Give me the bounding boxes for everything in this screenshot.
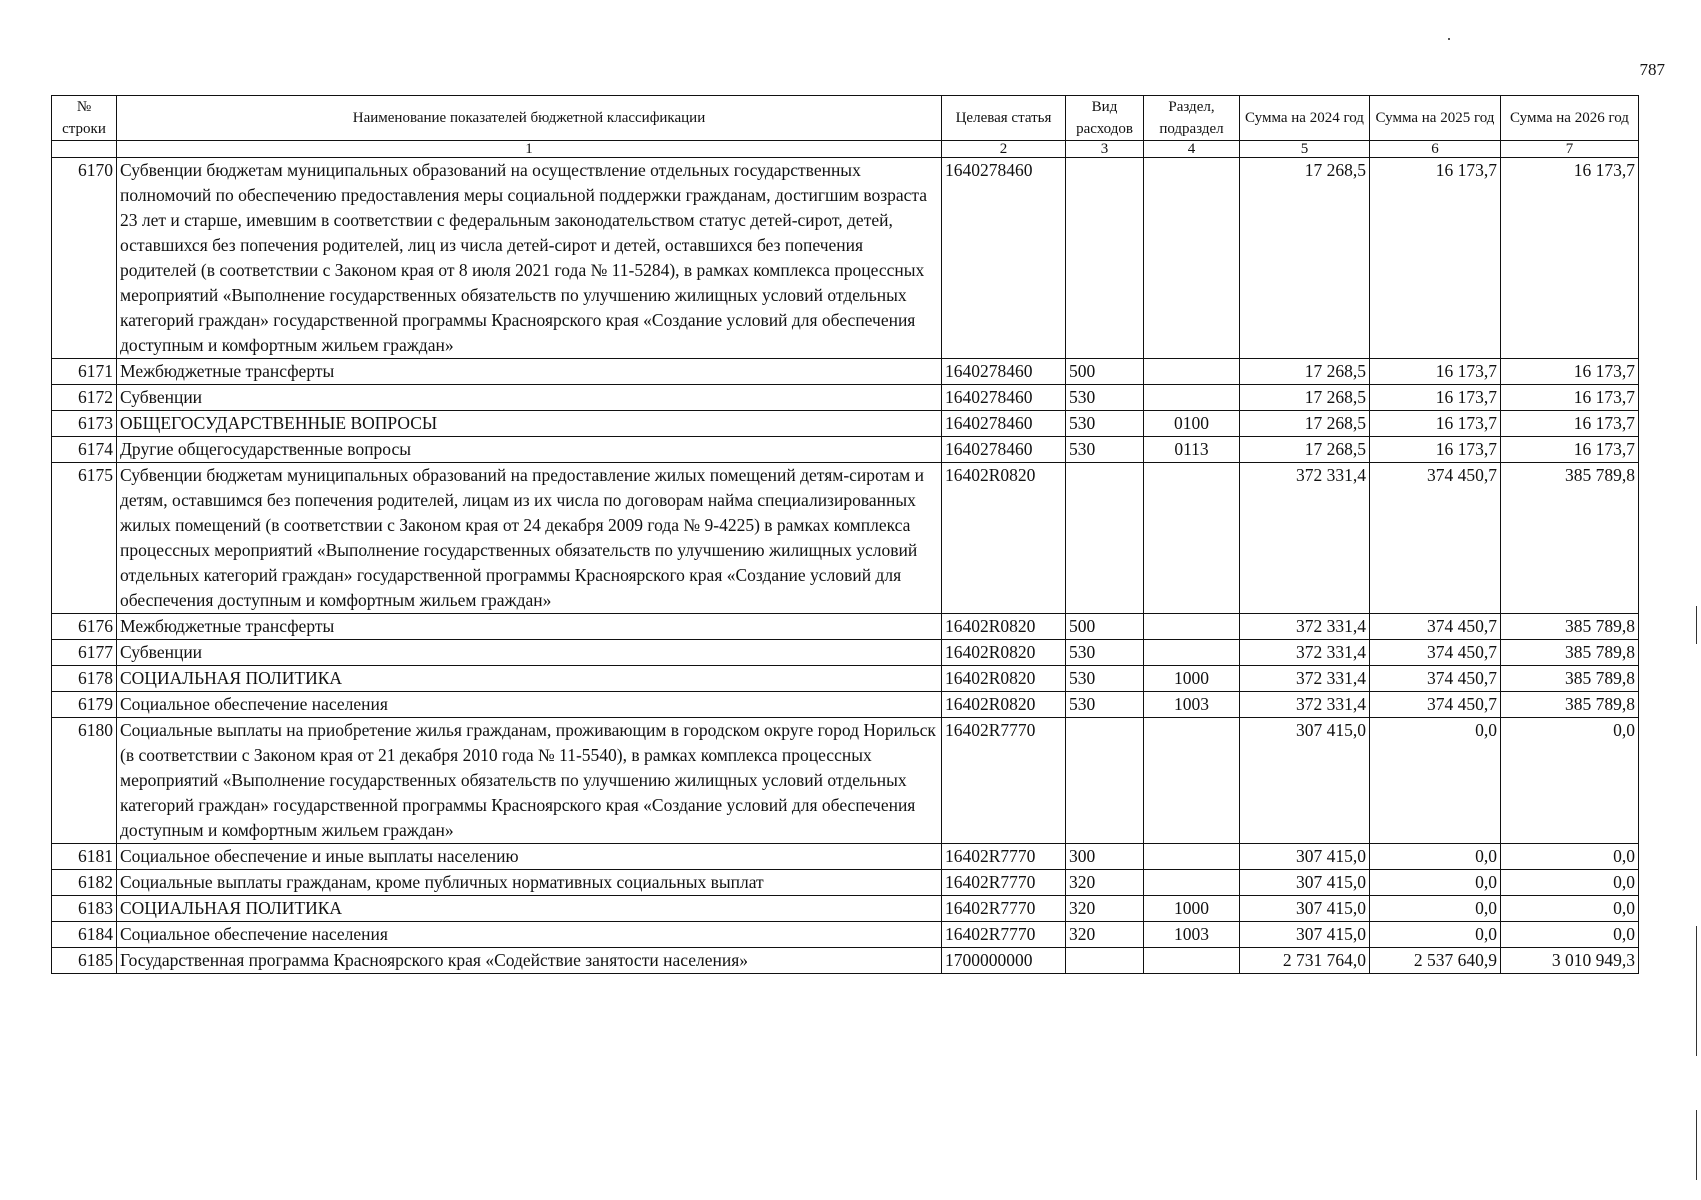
indicator-name: Социальные выплаты на приобретение жилья гражданам, проживающим в городском округе город Норильск (в соответствии с Законом края от 21 декабря 2010 года № 11-5540), в рамках комплекса процессных мероприятий «Выполнение государственных обязательств по улучшению жилищных условий отдельных категорий граждан» государственной программы Красноярского края «Создание условий для обеспечения доступным и комфортным жильем граждан» bbox=[117, 718, 942, 844]
scan-edge-mark bbox=[1696, 1110, 1697, 1180]
indicator-name: СОЦИАЛЬНАЯ ПОЛИТИКА bbox=[117, 666, 942, 692]
header-target-article: Целевая статья bbox=[942, 96, 1066, 141]
section-code: 0113 bbox=[1144, 437, 1240, 463]
section-code bbox=[1144, 614, 1240, 640]
column-number bbox=[52, 141, 117, 158]
target-article: 1640278460 bbox=[942, 158, 1066, 359]
section-code bbox=[1144, 844, 1240, 870]
sum-2026: 0,0 bbox=[1501, 870, 1639, 896]
scan-speck bbox=[1448, 38, 1450, 40]
header-row-number: № строки bbox=[52, 96, 117, 141]
row-number: 6170 bbox=[52, 158, 117, 359]
sum-2024: 307 415,0 bbox=[1240, 844, 1370, 870]
sum-2024: 2 731 764,0 bbox=[1240, 948, 1370, 974]
sum-2024: 307 415,0 bbox=[1240, 718, 1370, 844]
header-name: Наименование показателей бюджетной классификации bbox=[117, 96, 942, 141]
row-number: 6181 bbox=[52, 844, 117, 870]
column-number: 5 bbox=[1240, 141, 1370, 158]
table-row bbox=[52, 640, 1639, 666]
target-article: 16402R0820 bbox=[942, 666, 1066, 692]
sum-2025: 374 450,7 bbox=[1370, 463, 1501, 614]
sum-2024: 307 415,0 bbox=[1240, 870, 1370, 896]
expense-kind: 530 bbox=[1066, 385, 1144, 411]
section-code bbox=[1144, 870, 1240, 896]
section-code: 1003 bbox=[1144, 692, 1240, 718]
target-article: 16402R7770 bbox=[942, 896, 1066, 922]
expense-kind bbox=[1066, 463, 1144, 614]
section-code: 1003 bbox=[1144, 922, 1240, 948]
sum-2025: 0,0 bbox=[1370, 718, 1501, 844]
target-article: 16402R7770 bbox=[942, 922, 1066, 948]
sum-2026: 385 789,8 bbox=[1501, 640, 1639, 666]
expense-kind: 530 bbox=[1066, 692, 1144, 718]
target-article: 1640278460 bbox=[942, 359, 1066, 385]
sum-2024: 17 268,5 bbox=[1240, 158, 1370, 359]
table-row bbox=[52, 614, 1639, 640]
section-code bbox=[1144, 463, 1240, 614]
sum-2025: 374 450,7 bbox=[1370, 640, 1501, 666]
table-row bbox=[52, 870, 1639, 896]
scan-edge-mark bbox=[1696, 926, 1697, 1056]
table-row bbox=[52, 158, 1639, 359]
section-code bbox=[1144, 718, 1240, 844]
table-row bbox=[52, 463, 1639, 614]
sum-2024: 17 268,5 bbox=[1240, 437, 1370, 463]
expense-kind bbox=[1066, 718, 1144, 844]
sum-2026: 385 789,8 bbox=[1501, 666, 1639, 692]
row-number: 6182 bbox=[52, 870, 117, 896]
expense-kind: 300 bbox=[1066, 844, 1144, 870]
target-article: 1700000000 bbox=[942, 948, 1066, 974]
section-code: 1000 bbox=[1144, 666, 1240, 692]
indicator-name: Субвенции bbox=[117, 385, 942, 411]
target-article: 16402R0820 bbox=[942, 692, 1066, 718]
row-number: 6171 bbox=[52, 359, 117, 385]
expense-kind: 530 bbox=[1066, 640, 1144, 666]
indicator-name: СОЦИАЛЬНАЯ ПОЛИТИКА bbox=[117, 896, 942, 922]
expense-kind: 530 bbox=[1066, 666, 1144, 692]
indicator-name: Социальное обеспечение и иные выплаты населению bbox=[117, 844, 942, 870]
table-row bbox=[52, 359, 1639, 385]
indicator-name: Другие общегосударственные вопросы bbox=[117, 437, 942, 463]
section-code bbox=[1144, 158, 1240, 359]
sum-2026: 0,0 bbox=[1501, 896, 1639, 922]
sum-2024: 372 331,4 bbox=[1240, 640, 1370, 666]
table-row bbox=[52, 385, 1639, 411]
column-number: 4 bbox=[1144, 141, 1240, 158]
indicator-name: Социальное обеспечение населения bbox=[117, 922, 942, 948]
target-article: 16402R0820 bbox=[942, 614, 1066, 640]
section-code bbox=[1144, 359, 1240, 385]
page-number: 787 bbox=[1639, 60, 1665, 79]
sum-2025: 16 173,7 bbox=[1370, 158, 1501, 359]
sum-2025: 0,0 bbox=[1370, 896, 1501, 922]
section-code: 1000 bbox=[1144, 896, 1240, 922]
header-sum-2026: Сумма на 2026 год bbox=[1501, 96, 1639, 141]
expense-kind: 500 bbox=[1066, 614, 1144, 640]
sum-2026: 0,0 bbox=[1501, 922, 1639, 948]
sum-2024: 17 268,5 bbox=[1240, 411, 1370, 437]
expense-kind: 320 bbox=[1066, 870, 1144, 896]
column-number: 6 bbox=[1370, 141, 1501, 158]
sum-2024: 372 331,4 bbox=[1240, 692, 1370, 718]
table-row bbox=[52, 692, 1639, 718]
sum-2026: 16 173,7 bbox=[1501, 385, 1639, 411]
target-article: 1640278460 bbox=[942, 437, 1066, 463]
expense-kind: 320 bbox=[1066, 922, 1144, 948]
row-number: 6178 bbox=[52, 666, 117, 692]
sum-2024: 307 415,0 bbox=[1240, 922, 1370, 948]
expense-kind: 500 bbox=[1066, 359, 1144, 385]
expense-kind bbox=[1066, 158, 1144, 359]
sum-2026: 0,0 bbox=[1501, 718, 1639, 844]
sum-2024: 307 415,0 bbox=[1240, 896, 1370, 922]
header-row bbox=[52, 96, 1639, 141]
target-article: 16402R0820 bbox=[942, 640, 1066, 666]
target-article: 16402R7770 bbox=[942, 718, 1066, 844]
sum-2024: 372 331,4 bbox=[1240, 666, 1370, 692]
target-article: 1640278460 bbox=[942, 385, 1066, 411]
table-row bbox=[52, 411, 1639, 437]
sum-2026: 3 010 949,3 bbox=[1501, 948, 1639, 974]
sum-2025: 2 537 640,9 bbox=[1370, 948, 1501, 974]
section-code bbox=[1144, 640, 1240, 666]
expense-kind: 530 bbox=[1066, 437, 1144, 463]
sum-2025: 374 450,7 bbox=[1370, 692, 1501, 718]
sum-2025: 0,0 bbox=[1370, 844, 1501, 870]
expense-kind: 320 bbox=[1066, 896, 1144, 922]
indicator-name: Государственная программа Красноярского края «Содействие занятости населения» bbox=[117, 948, 942, 974]
table-row bbox=[52, 844, 1639, 870]
indicator-name: Субвенции bbox=[117, 640, 942, 666]
sum-2025: 16 173,7 bbox=[1370, 437, 1501, 463]
table-row bbox=[52, 896, 1639, 922]
row-number: 6173 bbox=[52, 411, 117, 437]
target-article: 16402R7770 bbox=[942, 844, 1066, 870]
row-number: 6177 bbox=[52, 640, 117, 666]
sum-2024: 17 268,5 bbox=[1240, 385, 1370, 411]
sum-2024: 372 331,4 bbox=[1240, 463, 1370, 614]
table-row bbox=[52, 437, 1639, 463]
indicator-name: Социальные выплаты гражданам, кроме публичных нормативных социальных выплат bbox=[117, 870, 942, 896]
target-article: 16402R7770 bbox=[942, 870, 1066, 896]
sum-2024: 372 331,4 bbox=[1240, 614, 1370, 640]
sum-2026: 385 789,8 bbox=[1501, 463, 1639, 614]
sum-2025: 374 450,7 bbox=[1370, 614, 1501, 640]
row-number: 6184 bbox=[52, 922, 117, 948]
sum-2024: 17 268,5 bbox=[1240, 359, 1370, 385]
expense-kind bbox=[1066, 948, 1144, 974]
section-code bbox=[1144, 948, 1240, 974]
indicator-name: Субвенции бюджетам муниципальных образований на предоставление жилых помещений детям-сиротам и детям, оставшимся без попечения родителей, лицам из их числа по договорам найма специализированных жилых помещений (в соответствии с Законом края от 24 декабря 2009 года № 9-4225) в рамках комплекса процессных мероприятий «Выполнение государственных обязательств по улучшению жилищных условий отдельных категорий граждан» государственной программы Красноярского края «Создание условий для обеспечения доступным и комфортным жильем граждан» bbox=[117, 463, 942, 614]
indicator-name: Субвенции бюджетам муниципальных образований на осуществление отдельных государственных полномочий по обеспечению предоставления меры социальной поддержки гражданам, достигшим возраста 23 лет и старше, имевшим в соответствии с федеральным законодательством статус детей-сирот, детей, оставшихся без попечения родителей, лиц из числа детей-сирот и детей, оставшихся без попечения родителей (в соответствии с Законом края от 8 июля 2021 года № 11-5284), в рамках комплекса процессных мероприятий «Выполнение государственных обязательств по улучшению жилищных условий отдельных категорий граждан» государственной программы Красноярского края «Создание условий для обеспечения доступным и комфортным жильем граждан» bbox=[117, 158, 942, 359]
row-number: 6176 bbox=[52, 614, 117, 640]
table-row bbox=[52, 718, 1639, 844]
row-number: 6180 bbox=[52, 718, 117, 844]
sum-2026: 0,0 bbox=[1501, 844, 1639, 870]
sum-2026: 16 173,7 bbox=[1501, 158, 1639, 359]
header-sum-2025: Сумма на 2025 год bbox=[1370, 96, 1501, 141]
column-number: 1 bbox=[117, 141, 942, 158]
sum-2025: 16 173,7 bbox=[1370, 359, 1501, 385]
header-expense-kind: Вид расходов bbox=[1066, 96, 1144, 141]
indicator-name: Межбюджетные трансферты bbox=[117, 359, 942, 385]
row-number: 6185 bbox=[52, 948, 117, 974]
section-code: 0100 bbox=[1144, 411, 1240, 437]
row-number: 6174 bbox=[52, 437, 117, 463]
table-row bbox=[52, 922, 1639, 948]
table-row bbox=[52, 666, 1639, 692]
column-number: 2 bbox=[942, 141, 1066, 158]
sum-2025: 16 173,7 bbox=[1370, 411, 1501, 437]
sum-2026: 385 789,8 bbox=[1501, 614, 1639, 640]
sum-2025: 374 450,7 bbox=[1370, 666, 1501, 692]
budget-classification-table bbox=[51, 95, 1639, 974]
target-article: 16402R0820 bbox=[942, 463, 1066, 614]
indicator-name: ОБЩЕГОСУДАРСТВЕННЫЕ ВОПРОСЫ bbox=[117, 411, 942, 437]
sum-2026: 16 173,7 bbox=[1501, 411, 1639, 437]
header-sum-2024: Сумма на 2024 год bbox=[1240, 96, 1370, 141]
section-code bbox=[1144, 385, 1240, 411]
sum-2026: 16 173,7 bbox=[1501, 359, 1639, 385]
sum-2025: 16 173,7 bbox=[1370, 385, 1501, 411]
table-row bbox=[52, 948, 1639, 974]
indicator-name: Межбюджетные трансферты bbox=[117, 614, 942, 640]
expense-kind: 530 bbox=[1066, 411, 1144, 437]
indicator-name: Социальное обеспечение населения bbox=[117, 692, 942, 718]
column-number: 3 bbox=[1066, 141, 1144, 158]
sum-2025: 0,0 bbox=[1370, 922, 1501, 948]
column-number: 7 bbox=[1501, 141, 1639, 158]
row-number: 6179 bbox=[52, 692, 117, 718]
target-article: 1640278460 bbox=[942, 411, 1066, 437]
row-number: 6172 bbox=[52, 385, 117, 411]
row-number: 6175 bbox=[52, 463, 117, 614]
sum-2026: 385 789,8 bbox=[1501, 692, 1639, 718]
row-number: 6183 bbox=[52, 896, 117, 922]
header-section: Раздел, подраздел bbox=[1144, 96, 1240, 141]
sum-2025: 0,0 bbox=[1370, 870, 1501, 896]
scan-edge-mark bbox=[1696, 606, 1697, 644]
sum-2026: 16 173,7 bbox=[1501, 437, 1639, 463]
column-number-row bbox=[52, 141, 1639, 158]
